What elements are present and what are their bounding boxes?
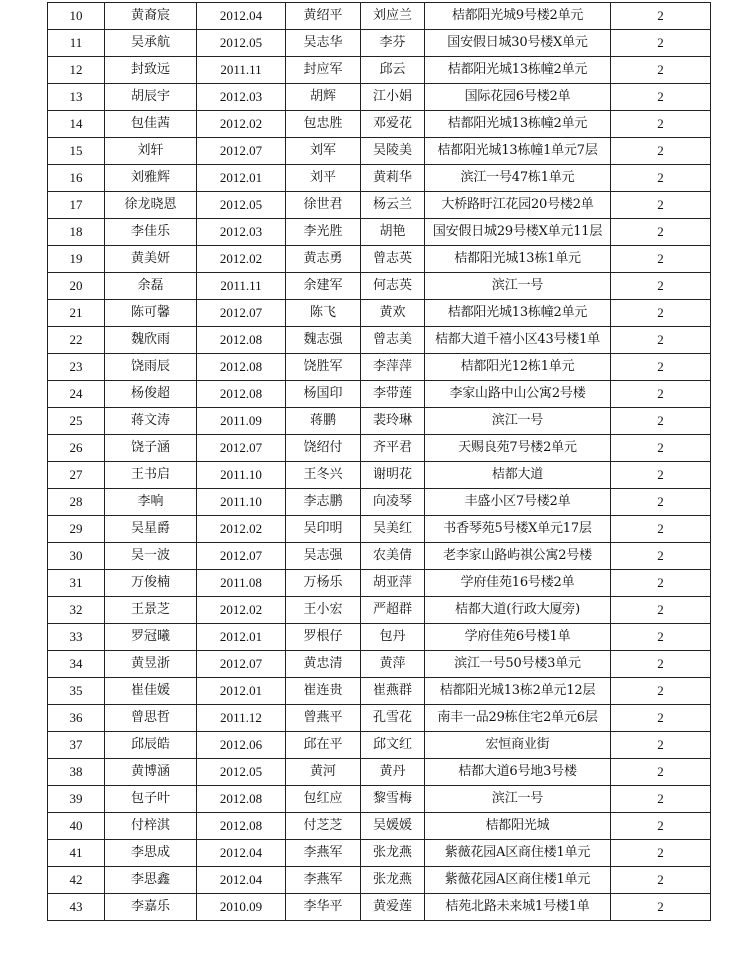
mother-name: 邱文红 [361,732,425,759]
birth-date: 2012.04 [197,867,286,894]
mother-name: 裴玲琳 [361,408,425,435]
mother-name: 曾志美 [361,327,425,354]
father-name: 黄志勇 [286,246,361,273]
father-name: 黄忠清 [286,651,361,678]
father-name: 黄绍平 [286,3,361,30]
mother-name: 吴媛媛 [361,813,425,840]
birth-date: 2012.01 [197,165,286,192]
father-name: 徐世君 [286,192,361,219]
table-row [48,246,711,273]
father-name: 胡辉 [286,84,361,111]
student-name: 包佳茜 [105,111,197,138]
count-value: 2 [611,813,711,840]
mother-name: 吴美红 [361,516,425,543]
mother-name: 张龙燕 [361,867,425,894]
count-value: 2 [611,165,711,192]
home-address: 桔都阳光城13栋幢2单元 [425,57,611,84]
mother-name: 邱云 [361,57,425,84]
birth-date: 2012.08 [197,381,286,408]
student-name: 李嘉乐 [105,894,197,921]
count-value: 2 [611,462,711,489]
count-value: 2 [611,30,711,57]
count-value: 2 [611,516,711,543]
student-name: 刘雅辉 [105,165,197,192]
count-value: 2 [611,381,711,408]
father-name: 封应军 [286,57,361,84]
table-row [48,3,711,30]
row-number: 35 [48,678,105,705]
father-name: 蒋鹏 [286,408,361,435]
table-row [48,489,711,516]
table-row [48,462,711,489]
table-row [48,678,711,705]
father-name: 邱在平 [286,732,361,759]
home-address: 桔都阳光城13栋幢2单元 [425,111,611,138]
table-row [48,759,711,786]
father-name: 李志鹏 [286,489,361,516]
row-number: 37 [48,732,105,759]
student-name: 李佳乐 [105,219,197,246]
student-roster-table [47,2,711,921]
home-address: 紫薇花园A区商住楼1单元 [425,867,611,894]
row-number: 15 [48,138,105,165]
student-name: 余磊 [105,273,197,300]
count-value: 2 [611,3,711,30]
birth-date: 2012.04 [197,3,286,30]
birth-date: 2012.05 [197,30,286,57]
table-row [48,111,711,138]
count-value: 2 [611,246,711,273]
father-name: 吴志强 [286,543,361,570]
father-name: 曾燕平 [286,705,361,732]
mother-name: 江小娟 [361,84,425,111]
birth-date: 2011.11 [197,57,286,84]
home-address: 桔苑北路未来城1号楼1单 [425,894,611,921]
student-name: 李思鑫 [105,867,197,894]
student-name: 吴一波 [105,543,197,570]
table-row [48,894,711,921]
home-address: 丰盛小区7号楼2单 [425,489,611,516]
home-address: 桔都大道6号地3号楼 [425,759,611,786]
table-row [48,192,711,219]
table-row [48,597,711,624]
birth-date: 2012.01 [197,678,286,705]
father-name: 李华平 [286,894,361,921]
home-address: 大桥路盱江花园20号楼2单 [425,192,611,219]
mother-name: 张龙燕 [361,840,425,867]
student-name: 曾思哲 [105,705,197,732]
birth-date: 2012.05 [197,759,286,786]
table-row [48,57,711,84]
student-name: 蒋文涛 [105,408,197,435]
birth-date: 2012.07 [197,138,286,165]
row-number: 38 [48,759,105,786]
table-row [48,435,711,462]
birth-date: 2012.05 [197,192,286,219]
count-value: 2 [611,651,711,678]
table-row [48,30,711,57]
mother-name: 邓爱花 [361,111,425,138]
count-value: 2 [611,786,711,813]
count-value: 2 [611,489,711,516]
home-address: 学府佳苑6号楼1单 [425,624,611,651]
father-name: 黄河 [286,759,361,786]
row-number: 21 [48,300,105,327]
mother-name: 李芬 [361,30,425,57]
home-address: 宏恒商业街 [425,732,611,759]
student-name: 刘轩 [105,138,197,165]
table-row [48,300,711,327]
table-row [48,840,711,867]
home-address: 滨江一号47栋1单元 [425,165,611,192]
table-row [48,354,711,381]
student-name: 付梓淇 [105,813,197,840]
father-name: 饶胜军 [286,354,361,381]
student-name: 包子叶 [105,786,197,813]
home-address: 桔都大道 [425,462,611,489]
home-address: 李家山路中山公寓2号楼 [425,381,611,408]
home-address: 桔都大道(行政大厦旁) [425,597,611,624]
home-address: 滨江一号 [425,408,611,435]
student-name: 徐龙晓恩 [105,192,197,219]
birth-date: 2012.01 [197,624,286,651]
count-value: 2 [611,759,711,786]
count-value: 2 [611,300,711,327]
table-row [48,732,711,759]
student-name: 王书启 [105,462,197,489]
birth-date: 2012.08 [197,354,286,381]
father-name: 饶绍付 [286,435,361,462]
home-address: 桔都阳光城9号楼2单元 [425,3,611,30]
father-name: 刘军 [286,138,361,165]
birth-date: 2010.09 [197,894,286,921]
mother-name: 黄莉华 [361,165,425,192]
home-address: 滨江一号50号楼3单元 [425,651,611,678]
home-address: 天赐良苑7号楼2单元 [425,435,611,462]
home-address: 桔都阳光城13栋幢1单元7层 [425,138,611,165]
father-name: 付芝芝 [286,813,361,840]
father-name: 罗根仔 [286,624,361,651]
birth-date: 2011.08 [197,570,286,597]
mother-name: 曾志英 [361,246,425,273]
row-number: 33 [48,624,105,651]
count-value: 2 [611,678,711,705]
table-row [48,84,711,111]
mother-name: 黄爱莲 [361,894,425,921]
home-address: 滨江一号 [425,786,611,813]
home-address: 国际花园6号楼2单 [425,84,611,111]
table-row [48,867,711,894]
table-row [48,138,711,165]
table-row [48,624,711,651]
home-address: 桔都阳光城 [425,813,611,840]
count-value: 2 [611,138,711,165]
mother-name: 胡艳 [361,219,425,246]
count-value: 2 [611,408,711,435]
row-number: 29 [48,516,105,543]
row-number: 20 [48,273,105,300]
home-address: 滨江一号 [425,273,611,300]
birth-date: 2012.04 [197,840,286,867]
count-value: 2 [611,219,711,246]
mother-name: 严超群 [361,597,425,624]
birth-date: 2012.02 [197,246,286,273]
mother-name: 农美倩 [361,543,425,570]
birth-date: 2012.02 [197,597,286,624]
table-row [48,327,711,354]
student-name: 吴星爵 [105,516,197,543]
mother-name: 何志英 [361,273,425,300]
home-address: 书香琴苑5号楼X单元17层 [425,516,611,543]
home-address: 桔都阳光城13栋幢2单元 [425,300,611,327]
birth-date: 2012.07 [197,435,286,462]
count-value: 2 [611,597,711,624]
row-number: 16 [48,165,105,192]
home-address: 国安假日城29号楼X单元11层 [425,219,611,246]
father-name: 王小宏 [286,597,361,624]
mother-name: 向凌琴 [361,489,425,516]
row-number: 10 [48,3,105,30]
mother-name: 孔雪花 [361,705,425,732]
count-value: 2 [611,111,711,138]
birth-date: 2012.08 [197,786,286,813]
table-row [48,516,711,543]
birth-date: 2012.07 [197,651,286,678]
count-value: 2 [611,570,711,597]
row-number: 19 [48,246,105,273]
row-number: 43 [48,894,105,921]
mother-name: 吴陵美 [361,138,425,165]
mother-name: 黄欢 [361,300,425,327]
mother-name: 黎雪梅 [361,786,425,813]
student-name: 黄昱浙 [105,651,197,678]
table-row [48,273,711,300]
count-value: 2 [611,840,711,867]
row-number: 40 [48,813,105,840]
mother-name: 谢明花 [361,462,425,489]
father-name: 李燕军 [286,840,361,867]
birth-date: 2012.03 [197,84,286,111]
student-name: 胡辰宇 [105,84,197,111]
father-name: 李光胜 [286,219,361,246]
row-number: 27 [48,462,105,489]
birth-date: 2012.08 [197,327,286,354]
student-name: 吴承航 [105,30,197,57]
mother-name: 崔燕群 [361,678,425,705]
row-number: 30 [48,543,105,570]
row-number: 18 [48,219,105,246]
table-row [48,786,711,813]
home-address: 桔都阳光城13栋2单元12层 [425,678,611,705]
birth-date: 2012.03 [197,219,286,246]
row-number: 32 [48,597,105,624]
count-value: 2 [611,273,711,300]
row-number: 28 [48,489,105,516]
student-name: 罗冠曦 [105,624,197,651]
mother-name: 包丹 [361,624,425,651]
birth-date: 2011.12 [197,705,286,732]
roster-body [48,3,711,921]
student-name: 黄美妍 [105,246,197,273]
birth-date: 2011.11 [197,273,286,300]
count-value: 2 [611,894,711,921]
row-number: 34 [48,651,105,678]
student-name: 陈可馨 [105,300,197,327]
home-address: 桔都阳光城13栋1单元 [425,246,611,273]
count-value: 2 [611,327,711,354]
student-name: 魏欣雨 [105,327,197,354]
mother-name: 齐平君 [361,435,425,462]
count-value: 2 [611,867,711,894]
student-name: 崔佳媛 [105,678,197,705]
mother-name: 胡亚萍 [361,570,425,597]
student-name: 黄博涵 [105,759,197,786]
table-row [48,408,711,435]
row-number: 12 [48,57,105,84]
father-name: 余建军 [286,273,361,300]
father-name: 万杨乐 [286,570,361,597]
count-value: 2 [611,705,711,732]
table-row [48,543,711,570]
mother-name: 李萍萍 [361,354,425,381]
student-name: 杨俊超 [105,381,197,408]
father-name: 李燕军 [286,867,361,894]
mother-name: 黄丹 [361,759,425,786]
table-row [48,570,711,597]
count-value: 2 [611,624,711,651]
father-name: 崔连贵 [286,678,361,705]
student-name: 万俊楠 [105,570,197,597]
father-name: 杨国印 [286,381,361,408]
table-row [48,651,711,678]
home-address: 老李家山路屿祺公寓2号楼 [425,543,611,570]
row-number: 42 [48,867,105,894]
birth-date: 2012.02 [197,111,286,138]
student-name: 邱辰皓 [105,732,197,759]
student-name: 李响 [105,489,197,516]
row-number: 11 [48,30,105,57]
table-row [48,813,711,840]
student-name: 王景芝 [105,597,197,624]
table-row [48,219,711,246]
birth-date: 2012.08 [197,813,286,840]
father-name: 包红应 [286,786,361,813]
father-name: 吴印明 [286,516,361,543]
row-number: 14 [48,111,105,138]
home-address: 南丰一品29栋住宅2单元6层 [425,705,611,732]
mother-name: 黄萍 [361,651,425,678]
home-address: 学府佳苑16号楼2单 [425,570,611,597]
home-address: 桔都大道千禧小区43号楼1单 [425,327,611,354]
table-row [48,381,711,408]
row-number: 31 [48,570,105,597]
birth-date: 2012.06 [197,732,286,759]
count-value: 2 [611,543,711,570]
father-name: 魏志强 [286,327,361,354]
father-name: 包忠胜 [286,111,361,138]
mother-name: 刘应兰 [361,3,425,30]
mother-name: 李带莲 [361,381,425,408]
birth-date: 2011.10 [197,462,286,489]
row-number: 39 [48,786,105,813]
count-value: 2 [611,732,711,759]
birth-date: 2012.07 [197,300,286,327]
count-value: 2 [611,84,711,111]
father-name: 吴志华 [286,30,361,57]
student-name: 饶雨辰 [105,354,197,381]
table-row [48,705,711,732]
father-name: 王冬兴 [286,462,361,489]
student-name: 饶子涵 [105,435,197,462]
father-name: 陈飞 [286,300,361,327]
student-name: 封致远 [105,57,197,84]
count-value: 2 [611,354,711,381]
home-address: 紫薇花园A区商住楼1单元 [425,840,611,867]
home-address: 桔都阳光12栋1单元 [425,354,611,381]
father-name: 刘平 [286,165,361,192]
mother-name: 杨云兰 [361,192,425,219]
row-number: 22 [48,327,105,354]
row-number: 26 [48,435,105,462]
birth-date: 2012.02 [197,516,286,543]
row-number: 41 [48,840,105,867]
row-number: 36 [48,705,105,732]
table-row [48,165,711,192]
student-name: 黄裔宸 [105,3,197,30]
birth-date: 2011.10 [197,489,286,516]
birth-date: 2012.07 [197,543,286,570]
count-value: 2 [611,192,711,219]
student-name: 李思成 [105,840,197,867]
count-value: 2 [611,57,711,84]
row-number: 23 [48,354,105,381]
home-address: 国安假日城30号楼X单元 [425,30,611,57]
count-value: 2 [611,435,711,462]
row-number: 17 [48,192,105,219]
row-number: 24 [48,381,105,408]
row-number: 13 [48,84,105,111]
row-number: 25 [48,408,105,435]
birth-date: 2011.09 [197,408,286,435]
